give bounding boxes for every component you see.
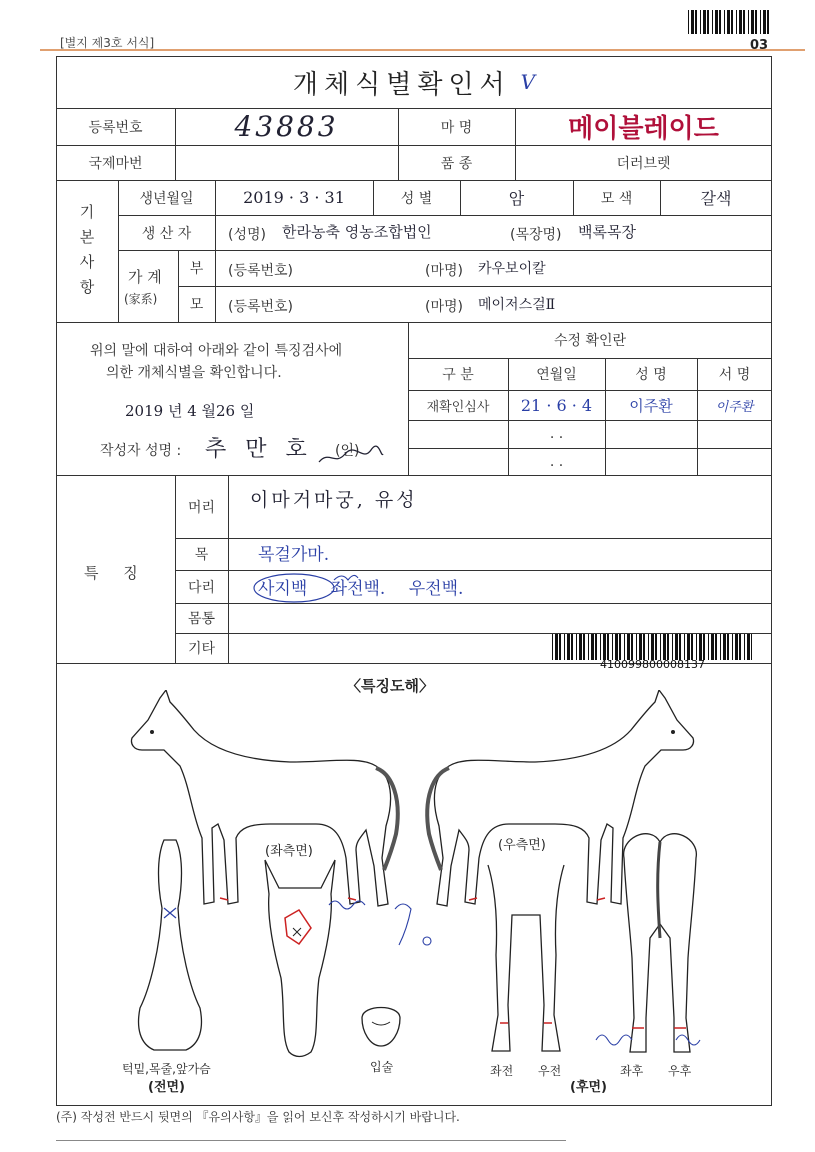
author-label: 작성자 성명 : [100,443,182,459]
farm-value: 백록목장 [578,223,636,241]
horse-lip-icon [356,998,406,1050]
sex-label: 성 별 [400,190,433,207]
front-view-caption: 턱밑,목줄,앞가슴 [122,1062,211,1076]
birth-label: 생년월일 [139,190,194,207]
revision-row-1-sign: 이주환 [715,399,754,415]
rear-view-label: (후면) [570,1080,607,1095]
basic-char-3: 사 [79,253,95,271]
horse-name-value: 메이블레이드 [568,114,719,144]
left-side-label: (좌측면) [265,844,313,859]
revision-row-1-name: 이주환 [629,396,673,415]
front-view-label: (전면) [148,1080,185,1095]
revision-header-sign: 서 명 [718,367,751,383]
revision-title: 수정 확인란 [553,333,627,349]
horse-face-icon [255,858,345,1058]
revision-header-date: 연월일 [536,367,577,383]
neck-value: 목걸가마. [258,545,330,565]
document-title [56,56,772,108]
rule [175,538,772,539]
dam-reg-label: (등록번호) [228,299,294,315]
confirm-text-1: 위의 말에 대하여 아래와 같이 특징검사에 [90,343,343,359]
confirm-date: 2019 년 4 월26 일 [125,402,255,420]
diagram-title: 〈특징도해〉 [346,677,434,695]
form-number: [별지 제3호 서식] [60,36,155,50]
sire-reg-label: (등록번호) [228,263,294,279]
producer-name-value: 한라농축 영농조합법인 [282,223,432,241]
dam-label: 모 [189,297,204,313]
basic-char-2: 본 [79,228,95,246]
header-rule [40,49,805,51]
rule [228,475,229,663]
leg-label: 다리 [187,579,216,596]
rear-leg-curl-marks-icon [592,1020,712,1056]
reg-value: 43883 [234,110,339,143]
rule [118,215,772,216]
head-value: 이마거마궁, 유성 [250,489,418,511]
sire-name-label: (마명) [425,263,463,279]
producer-name-label: (성명) [228,227,266,243]
pedigree-hanja: (家系) [124,292,158,306]
lip-label: 입술 [370,1060,394,1074]
feature-barcode-number: 410099800008137 [600,658,705,671]
horse-front-neck-icon [130,838,210,1058]
farm-label: (목장명) [510,227,562,243]
birth-value: 2019 · 3 · 31 [243,188,345,207]
etc-label: 기타 [187,641,216,657]
leg-circle-mark-icon [250,570,360,606]
revision-row-1-type: 재확인심사 [426,399,490,415]
author-value: 추 만 호 [205,437,313,462]
revision-row-2-date: . . [549,426,564,442]
signature-scribble-icon [315,440,385,468]
body-label: 몸통 [187,611,216,627]
revision-row-1-date: 21 · 6 · 4 [520,395,593,415]
footer-rule [56,1140,566,1141]
features-section-label: 특 징 [84,564,148,582]
breed-label: 품 종 [440,155,473,172]
producer-label: 생 산 자 [141,225,192,242]
neck-label: 목 [194,547,209,563]
dam-name-label: (마명) [425,299,463,315]
coat-label: 모 색 [600,190,633,207]
rule [118,250,772,251]
blue-curl-marks-icon [325,895,445,955]
confirm-text-2: 의한 개체식별을 확인합니다. [106,365,282,381]
revision-header-type: 구 분 [442,367,474,383]
basic-char-1: 기 [79,203,95,221]
basic-section-label [56,200,118,300]
top-barcode-icon [688,10,770,34]
seal-label: (인) [335,443,360,459]
rule [56,475,772,476]
sire-label: 부 [189,261,204,277]
right-front-label: 우전 [538,1064,562,1078]
feature-barcode-icon [552,634,752,660]
horse-front-legs-icon [476,855,576,1055]
pedigree-label: 가 계 [128,268,162,286]
title-check-mark: V [520,70,536,94]
head-label: 머리 [187,499,216,516]
rule [178,286,772,287]
revision-header-name: 성 명 [635,367,667,383]
sex-value: 암 [508,189,525,208]
coat-value: 갈색 [700,189,732,208]
leg-value: 사지백 좌전백. 우전백. [258,579,464,599]
left-rear-label: 좌후 [620,1064,644,1078]
reg-label: 등록번호 [88,119,143,136]
breed-value: 더러브렛 [616,155,671,172]
intl-number-label: 국제마번 [88,155,143,172]
rule [215,250,216,322]
footer-note: (주) 작성전 반드시 뒷면의 『유의사항』을 읽어 보신후 작성하시기 바랍니다. [56,1110,460,1124]
revision-row-3-date: . . [549,453,564,470]
horse-name-label: 마 명 [440,119,473,136]
right-rear-label: 우후 [668,1064,692,1078]
left-front-label: 좌전 [490,1064,514,1078]
right-side-label: (우측면) [498,838,546,853]
intl-number-value [175,145,398,180]
page-number: 03 [750,38,769,53]
title-text: 개체식별확인서 [292,69,511,100]
sire-name-value: 카우보이칼 [478,261,546,277]
basic-char-4: 항 [79,278,95,296]
dam-name-value: 메이저스걸Ⅱ [478,297,556,313]
